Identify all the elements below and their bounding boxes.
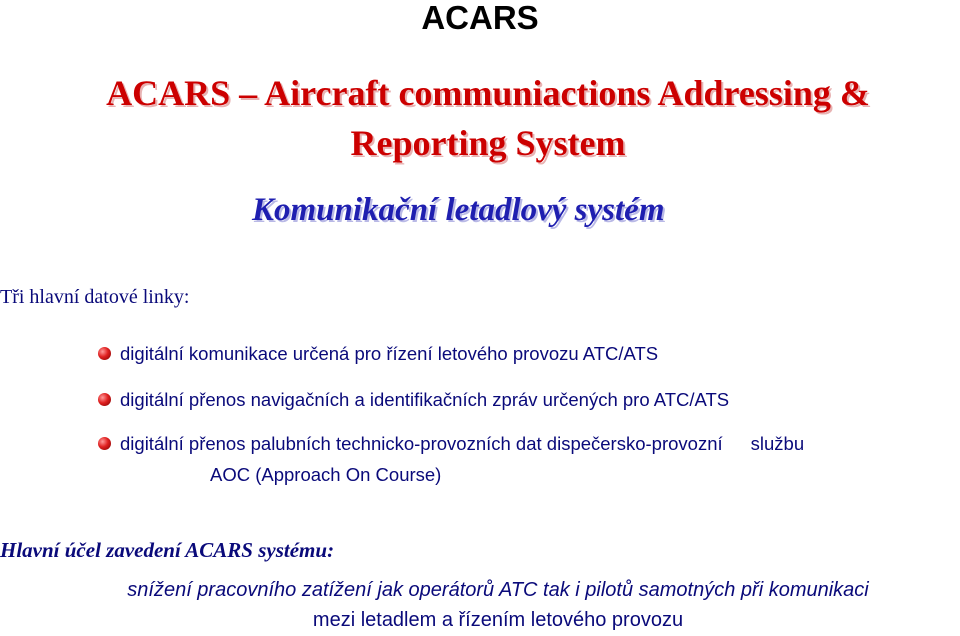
purpose-line-2: mezi letadlem a řízením letového provozu	[312, 609, 684, 631]
red-sphere-bullet-icon	[98, 347, 111, 360]
main-heading	[0, 68, 960, 168]
main-heading-line-2: Reporting System	[350, 123, 626, 163]
data-link-text: digitální komunikace určená pro řízení letového provozu ATC/ATS	[120, 343, 659, 364]
data-link-continuation: AOC (Approach On Course)	[210, 464, 442, 485]
data-link-item	[98, 342, 658, 366]
data-link-text-end: službu	[750, 433, 805, 454]
subheading: Komunikační letadlový systém	[252, 192, 665, 228]
data-links-label: Tři hlavní datové linky:	[0, 286, 190, 308]
data-link-item	[98, 432, 804, 456]
red-sphere-bullet-icon	[98, 437, 111, 450]
data-link-text: digitální přenos palubních technicko-provozních dat dispečersko-provozní	[120, 433, 723, 454]
purpose-line-1: snížení pracovního zatížení jak operátorů ATC tak i pilotů samotných při komunikaci	[127, 579, 869, 601]
data-link-text: digitální přenos navigačních a identifikačních zpráv určených pro ATC/ATS	[120, 389, 730, 410]
main-heading-line-1: ACARS – Aircraft communiactions Addressing &	[106, 73, 870, 113]
slide-title: ACARS	[421, 0, 539, 36]
red-sphere-bullet-icon	[98, 393, 111, 406]
purpose-label: Hlavní účel zavedení ACARS systému:	[0, 538, 335, 562]
data-link-item	[98, 388, 729, 412]
